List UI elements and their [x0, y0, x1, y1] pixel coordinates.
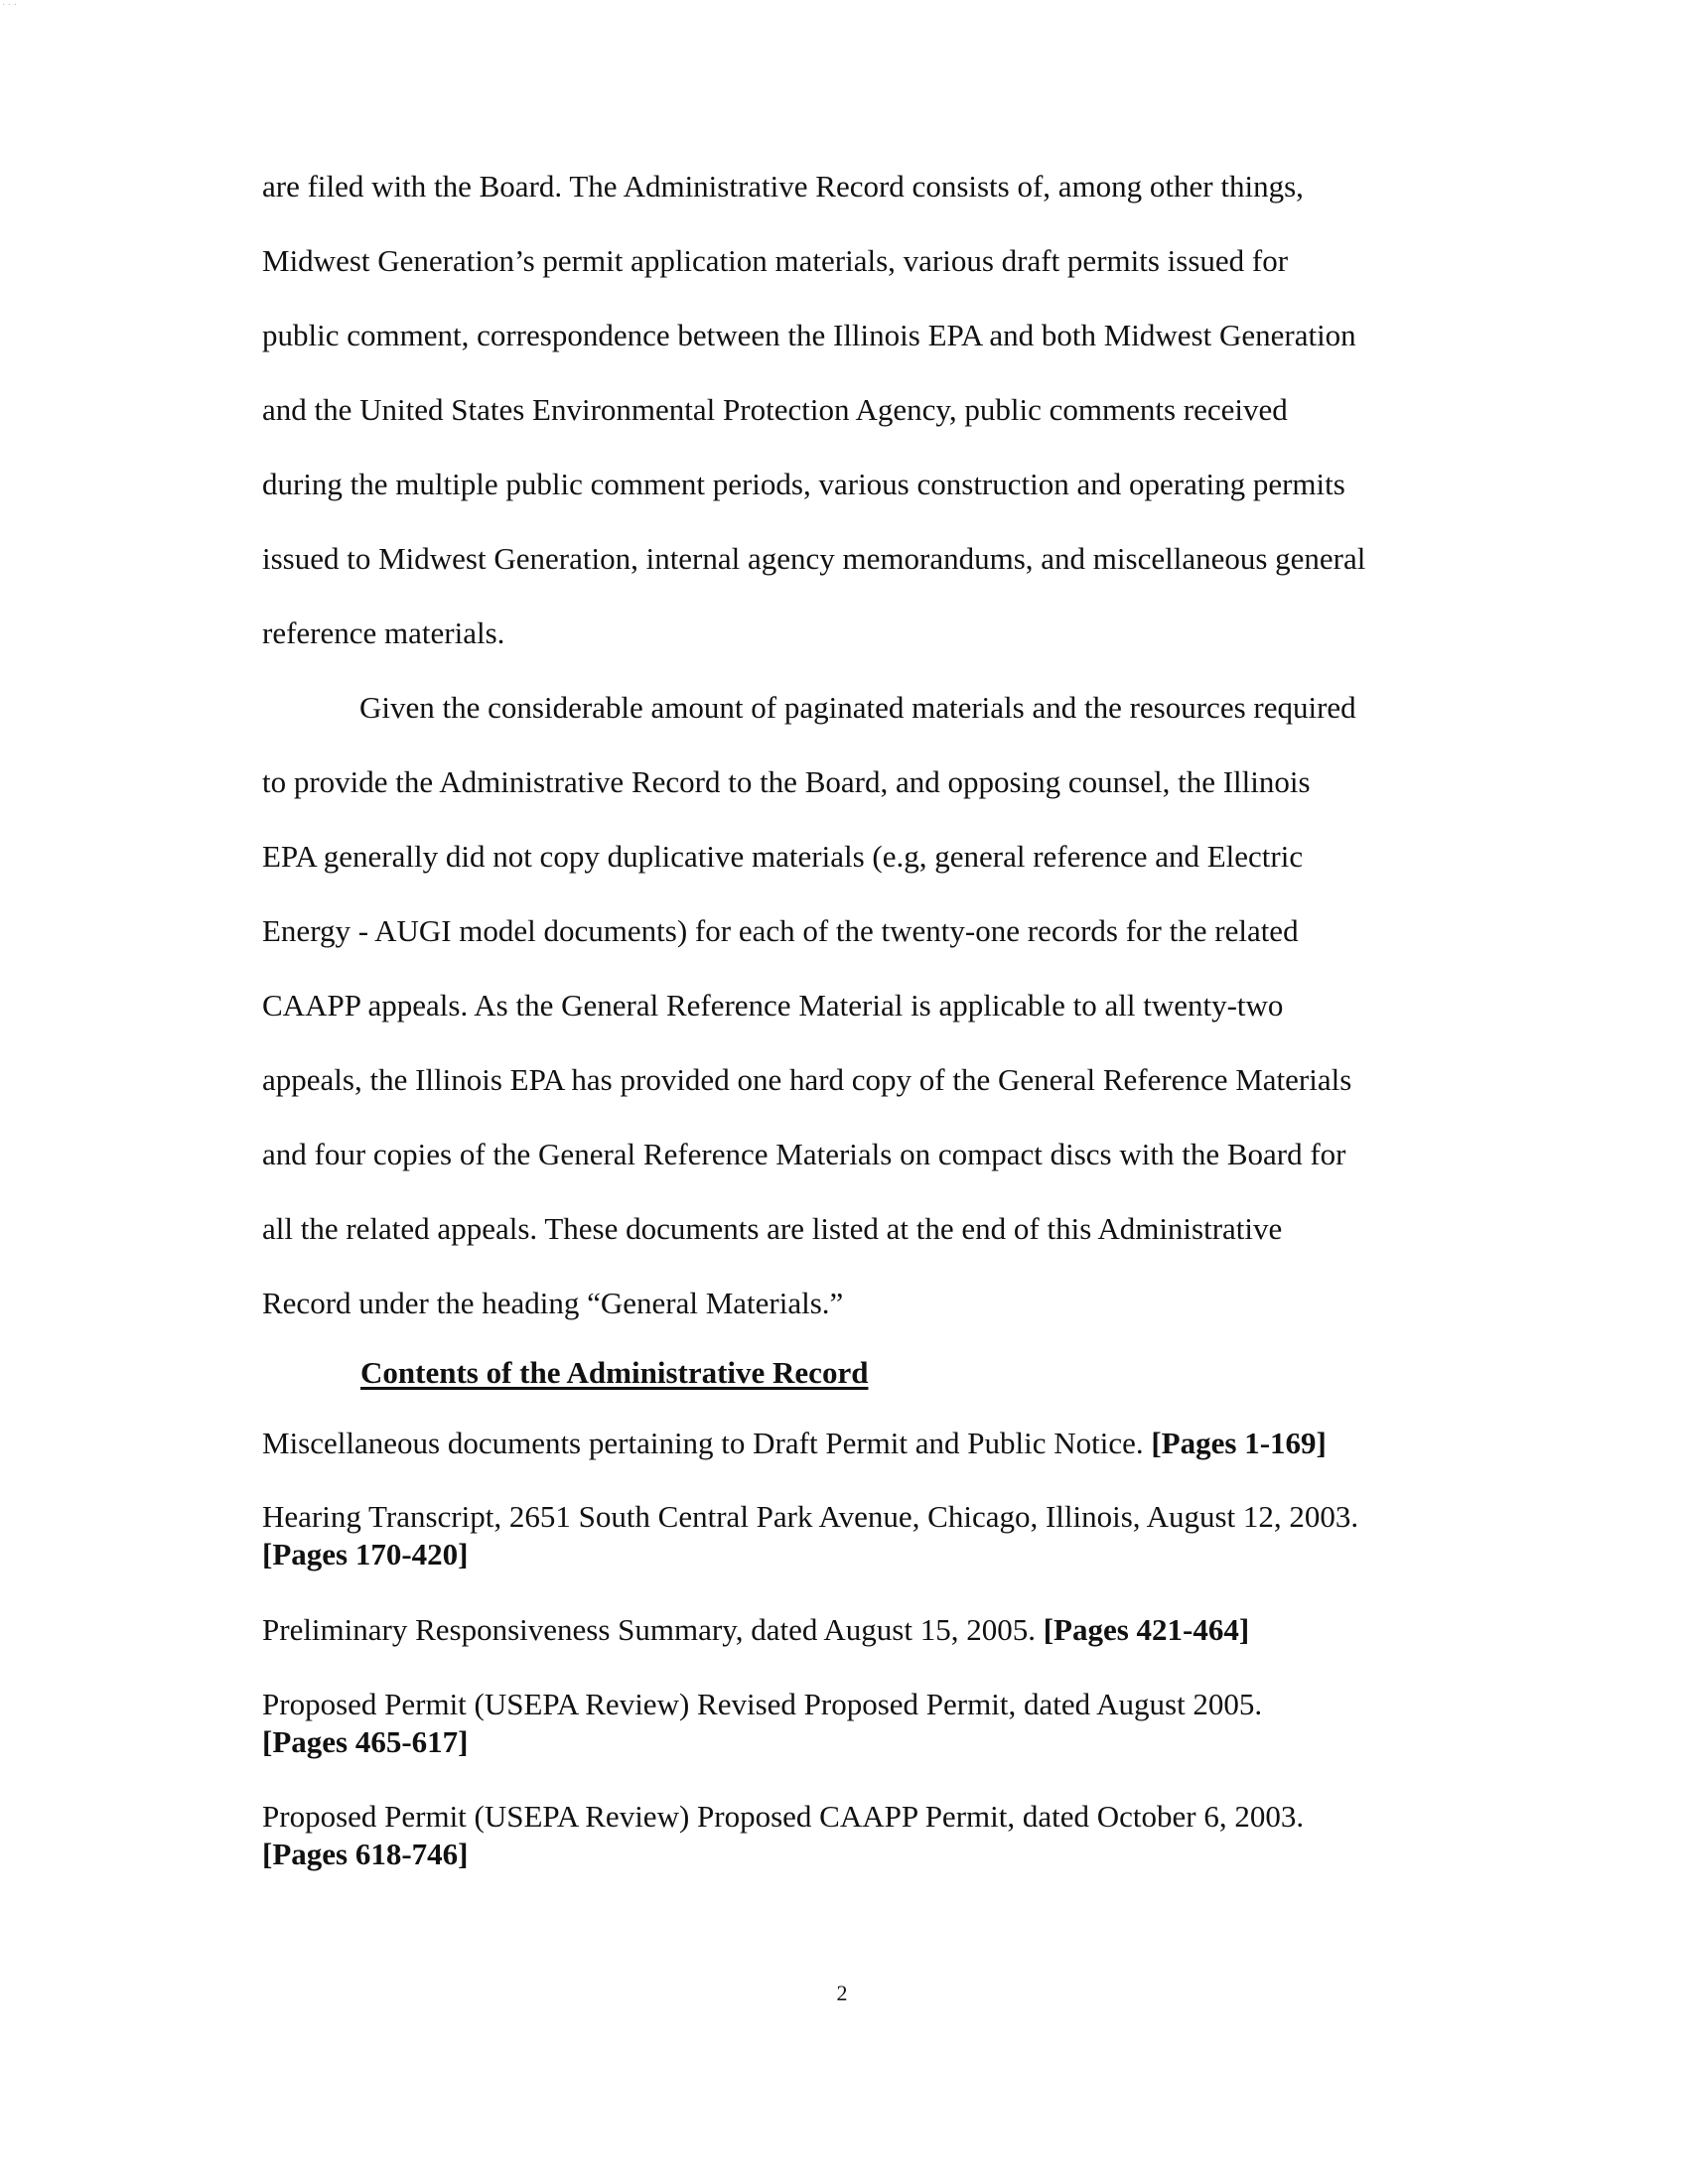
contents-entry: [262, 1611, 1249, 1649]
entry-page-range: [Pages 618-746]: [262, 1837, 469, 1871]
scan-corner-mark: · · ·: [2, 0, 17, 11]
paragraph-line: public comment, correspondence between the Illinois EPA and both Midwest Generation: [262, 318, 1356, 352]
contents-entry: [262, 1425, 1327, 1462]
entry-description: Hearing Transcript, 2651 South Central Park Avenue, Chicago, Illinois, August 12, 2003.: [262, 1499, 1359, 1534]
paragraph-line: issued to Midwest Generation, internal agency memorandums, and miscellaneous general: [262, 541, 1366, 576]
contents-entry: [262, 1798, 1304, 1873]
paragraph-line: and the United States Environmental Protection Agency, public comments received: [262, 392, 1288, 427]
paragraph-line: are filed with the Board. The Administrative Record consists of, among other things,: [262, 169, 1304, 204]
entry-description: Miscellaneous documents pertaining to Draft Permit and Public Notice.: [262, 1426, 1152, 1460]
entry-page-range: [Pages 465-617]: [262, 1724, 469, 1759]
contents-heading: Contents of the Administrative Record: [360, 1355, 869, 1390]
paragraph-line: Midwest Generation’s permit application materials, various draft permits issued for: [262, 243, 1289, 278]
paragraph-line: all the related appeals. These documents are listed at the end of this Administrative: [262, 1211, 1283, 1246]
paragraph-line: EPA generally did not copy duplicative materials (e.g, general reference and Electric: [262, 839, 1304, 874]
paragraph-line: Given the considerable amount of paginated materials and the resources required: [359, 690, 1356, 725]
paragraph-line: Record under the heading “General Materials.”: [262, 1286, 844, 1320]
paragraph-line: appeals, the Illinois EPA has provided one hard copy of the General Reference Materials: [262, 1062, 1352, 1097]
paragraph-record-description: [262, 149, 1444, 670]
paragraph-line: reference materials.: [262, 615, 505, 650]
contents-entry: [262, 1686, 1262, 1761]
entry-description: Preliminary Responsiveness Summary, dated August 15, 2005.: [262, 1612, 1044, 1647]
entry-description: Proposed Permit (USEPA Review) Revised Proposed Permit, dated August 2005.: [262, 1687, 1263, 1721]
entry-description: Proposed Permit (USEPA Review) Proposed CAAPP Permit, dated October 6, 2003.: [262, 1799, 1305, 1834]
paragraph-line: to provide the Administrative Record to the Board, and opposing counsel, the Illinois: [262, 764, 1311, 799]
entry-page-range: [Pages 421-464]: [1043, 1612, 1250, 1647]
paragraph-line: during the multiple public comment periods, various construction and operating permits: [262, 467, 1345, 501]
page-number: 2: [836, 1980, 848, 2005]
paragraph-line: CAAPP appeals. As the General Reference Material is applicable to all twenty-two: [262, 988, 1284, 1023]
entry-page-range: [Pages 1-169]: [1151, 1426, 1327, 1460]
entry-page-range: [Pages 170-420]: [262, 1537, 469, 1571]
paragraph-line: Energy - AUGI model documents) for each of the twenty-one records for the related: [262, 913, 1299, 948]
contents-entry: [262, 1498, 1358, 1573]
paragraph-general-materials: [262, 670, 1444, 1340]
paragraph-line: and four copies of the General Reference Materials on compact discs with the Board for: [262, 1137, 1346, 1171]
